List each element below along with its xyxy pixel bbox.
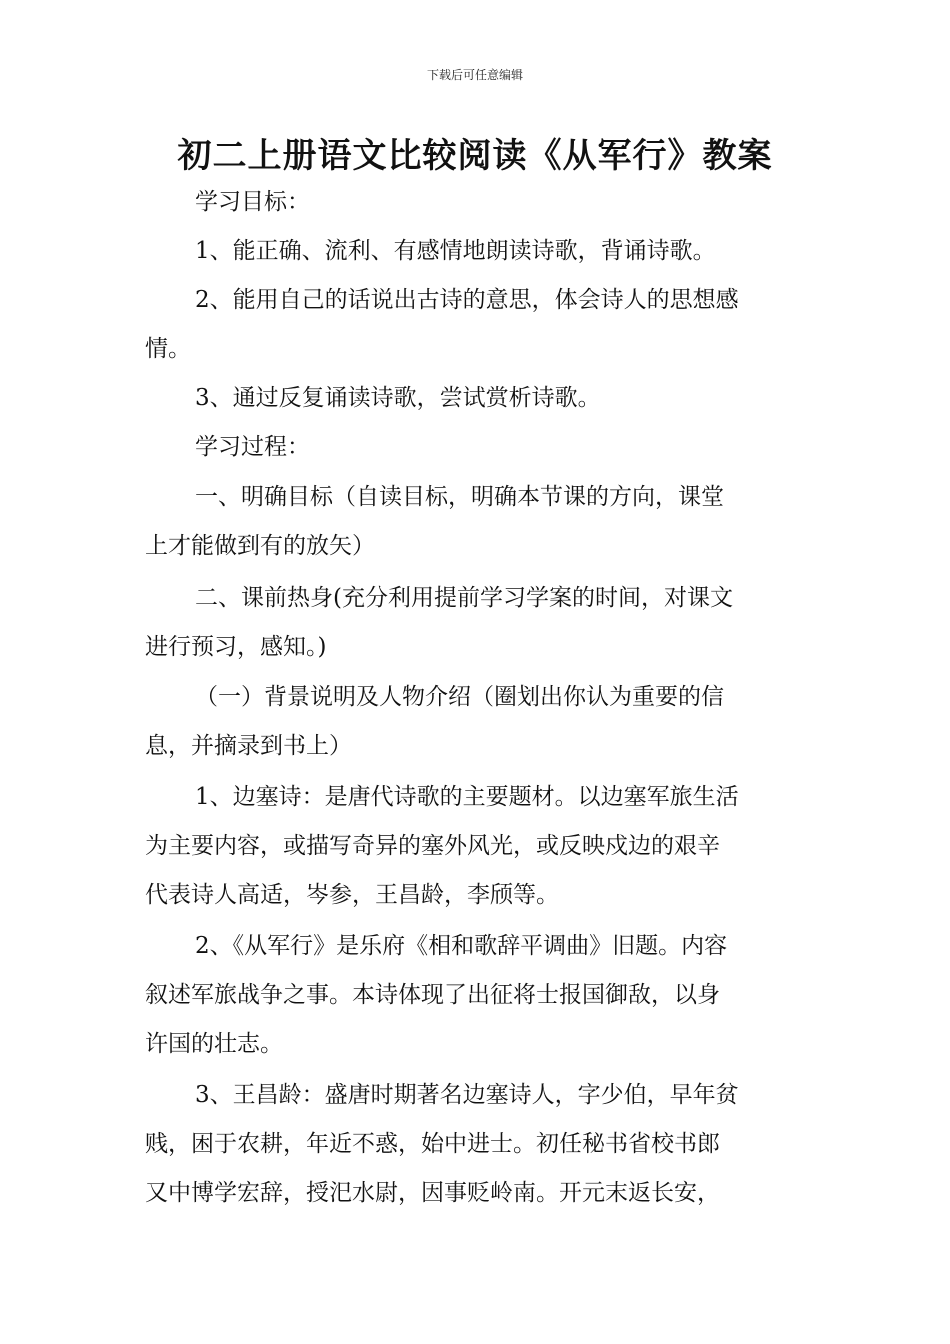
text-line: 3、王昌龄：盛唐时期著名边塞诗人，字少伯，早年贫: [195, 1082, 739, 1108]
text-line: 情。: [145, 336, 191, 362]
text-line: 二、课前热身(充分利用提前学习学案的时间，对课文: [195, 585, 733, 611]
text-line: （一）背景说明及人物介绍（圈划出你认为重要的信: [195, 684, 724, 710]
text-line: 2、《从军行》是乐府《相和歌辞平调曲》旧题。内容: [195, 933, 728, 959]
text-line: 为主要内容，或描写奇异的塞外风光，或反映戍边的艰辛: [145, 833, 720, 859]
text-line: 学习过程：: [195, 434, 310, 460]
text-line: 学习目标：: [195, 189, 310, 215]
text-line: 又中博学宏辞，授汜水尉，因事贬岭南。开元末返长安，: [145, 1180, 720, 1206]
text-line: 息，并摘录到书上）: [145, 733, 352, 759]
text-line: 一、明确目标（自读目标，明确本节课的方向，课堂: [195, 484, 724, 510]
text-line: 进行预习，感知。): [145, 634, 327, 660]
text-line: 许国的壮志。: [145, 1031, 283, 1057]
header-note: 下载后可任意编辑: [426, 68, 523, 82]
text-line: 叙述军旅战争之事。本诗体现了出征将士报国御敌，以身: [145, 982, 720, 1008]
text-line: 2、能用自己的话说出古诗的意思，体会诗人的思想感: [195, 287, 739, 313]
document-title: 初二上册语文比较阅读《从军行》教案: [177, 136, 773, 176]
text-line: 贱，困于农耕，年近不惑，始中进士。初任秘书省校书郎: [145, 1131, 720, 1157]
text-line: 3、通过反复诵读诗歌，尝试赏析诗歌。: [195, 385, 601, 411]
text-line: 代表诗人高适，岑参，王昌龄，李颀等。: [145, 882, 559, 908]
text-line: 1、边塞诗：是唐代诗歌的主要题材。以边塞军旅生活: [195, 784, 739, 810]
text-line: 上才能做到有的放矢）: [145, 533, 375, 559]
text-line: 1、能正确、流利、有感情地朗读诗歌，背诵诗歌。: [195, 238, 716, 264]
